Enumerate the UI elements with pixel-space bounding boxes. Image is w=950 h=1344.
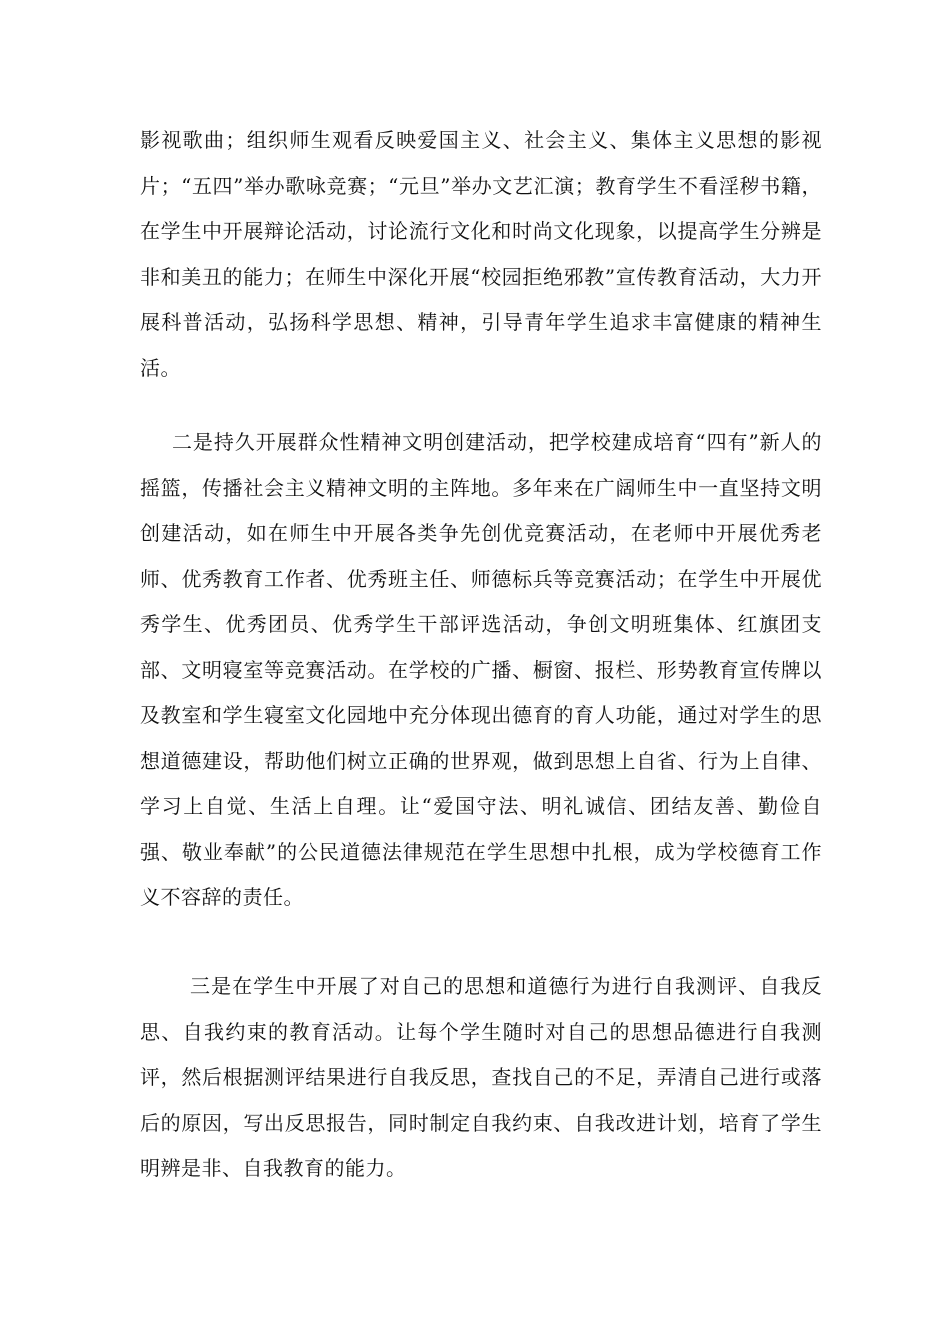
paragraph-continuation: 影视歌曲；组织师生观看反映爱国主义、社会主义、集体主义思想的影视片；“五四”举办歌咏竞赛；“元旦”举办文艺汇演；教育学生不看淫秽书籍，在学生中开展辩论活动，讨论流行文化和时尚文化现象，以提高学生分辨是非和美丑的能力；在师生中深化开展“校园拒绝邪教”宣传教育活动，大力开展科普活动，弘扬科学思想、精神，引导青年学生追求丰富健康的精神生活。 [140,128,822,380]
paragraph-second-point: 二是持久开展群众性精神文明创建活动，把学校建成培育“四有”新人的摇篮，传播社会主义精神文明的主阵地。多年来在广阔师生中一直坚持文明创建活动，如在师生中开展各类争先创优竞赛活动，在老师中开展优秀老师、优秀教育工作者、优秀班主任、师德标兵等竞赛活动；在学生中开展优秀学生、优秀团员、优秀学生干部评选活动，争创文明班集体、红旗团支部、文明寝室等竞赛活动。在学校的广播、橱窗、报栏、形势教育宣传牌以及教室和学生寝室文化园地中充分体现出德育的育人功能，通过对学生的思想道德建设，帮助他们树立正确的世界观，做到思想上自省、行为上自律、学习上自觉、生活上自理。让“爱国守法、明礼诚信、团结友善、勤俭自强、敬业奉献”的公民道德法律规范在学生思想中扎根，成为学校德育工作义不容辞的责任。 [140,430,822,909]
paragraph-third-point: 三是在学生中开展了对自己的思想和道德行为进行自我测评、自我反思、自我约束的教育活动。让每个学生随时对自己的思想品德进行自我测评，然后根据测评结果进行自我反思，查找自己的不足，弄清自己进行或落后的原因，写出反思报告，同时制定自我约束、自我改进计划，培育了学生明辨是非、自我教育的能力。 [140,974,822,1180]
